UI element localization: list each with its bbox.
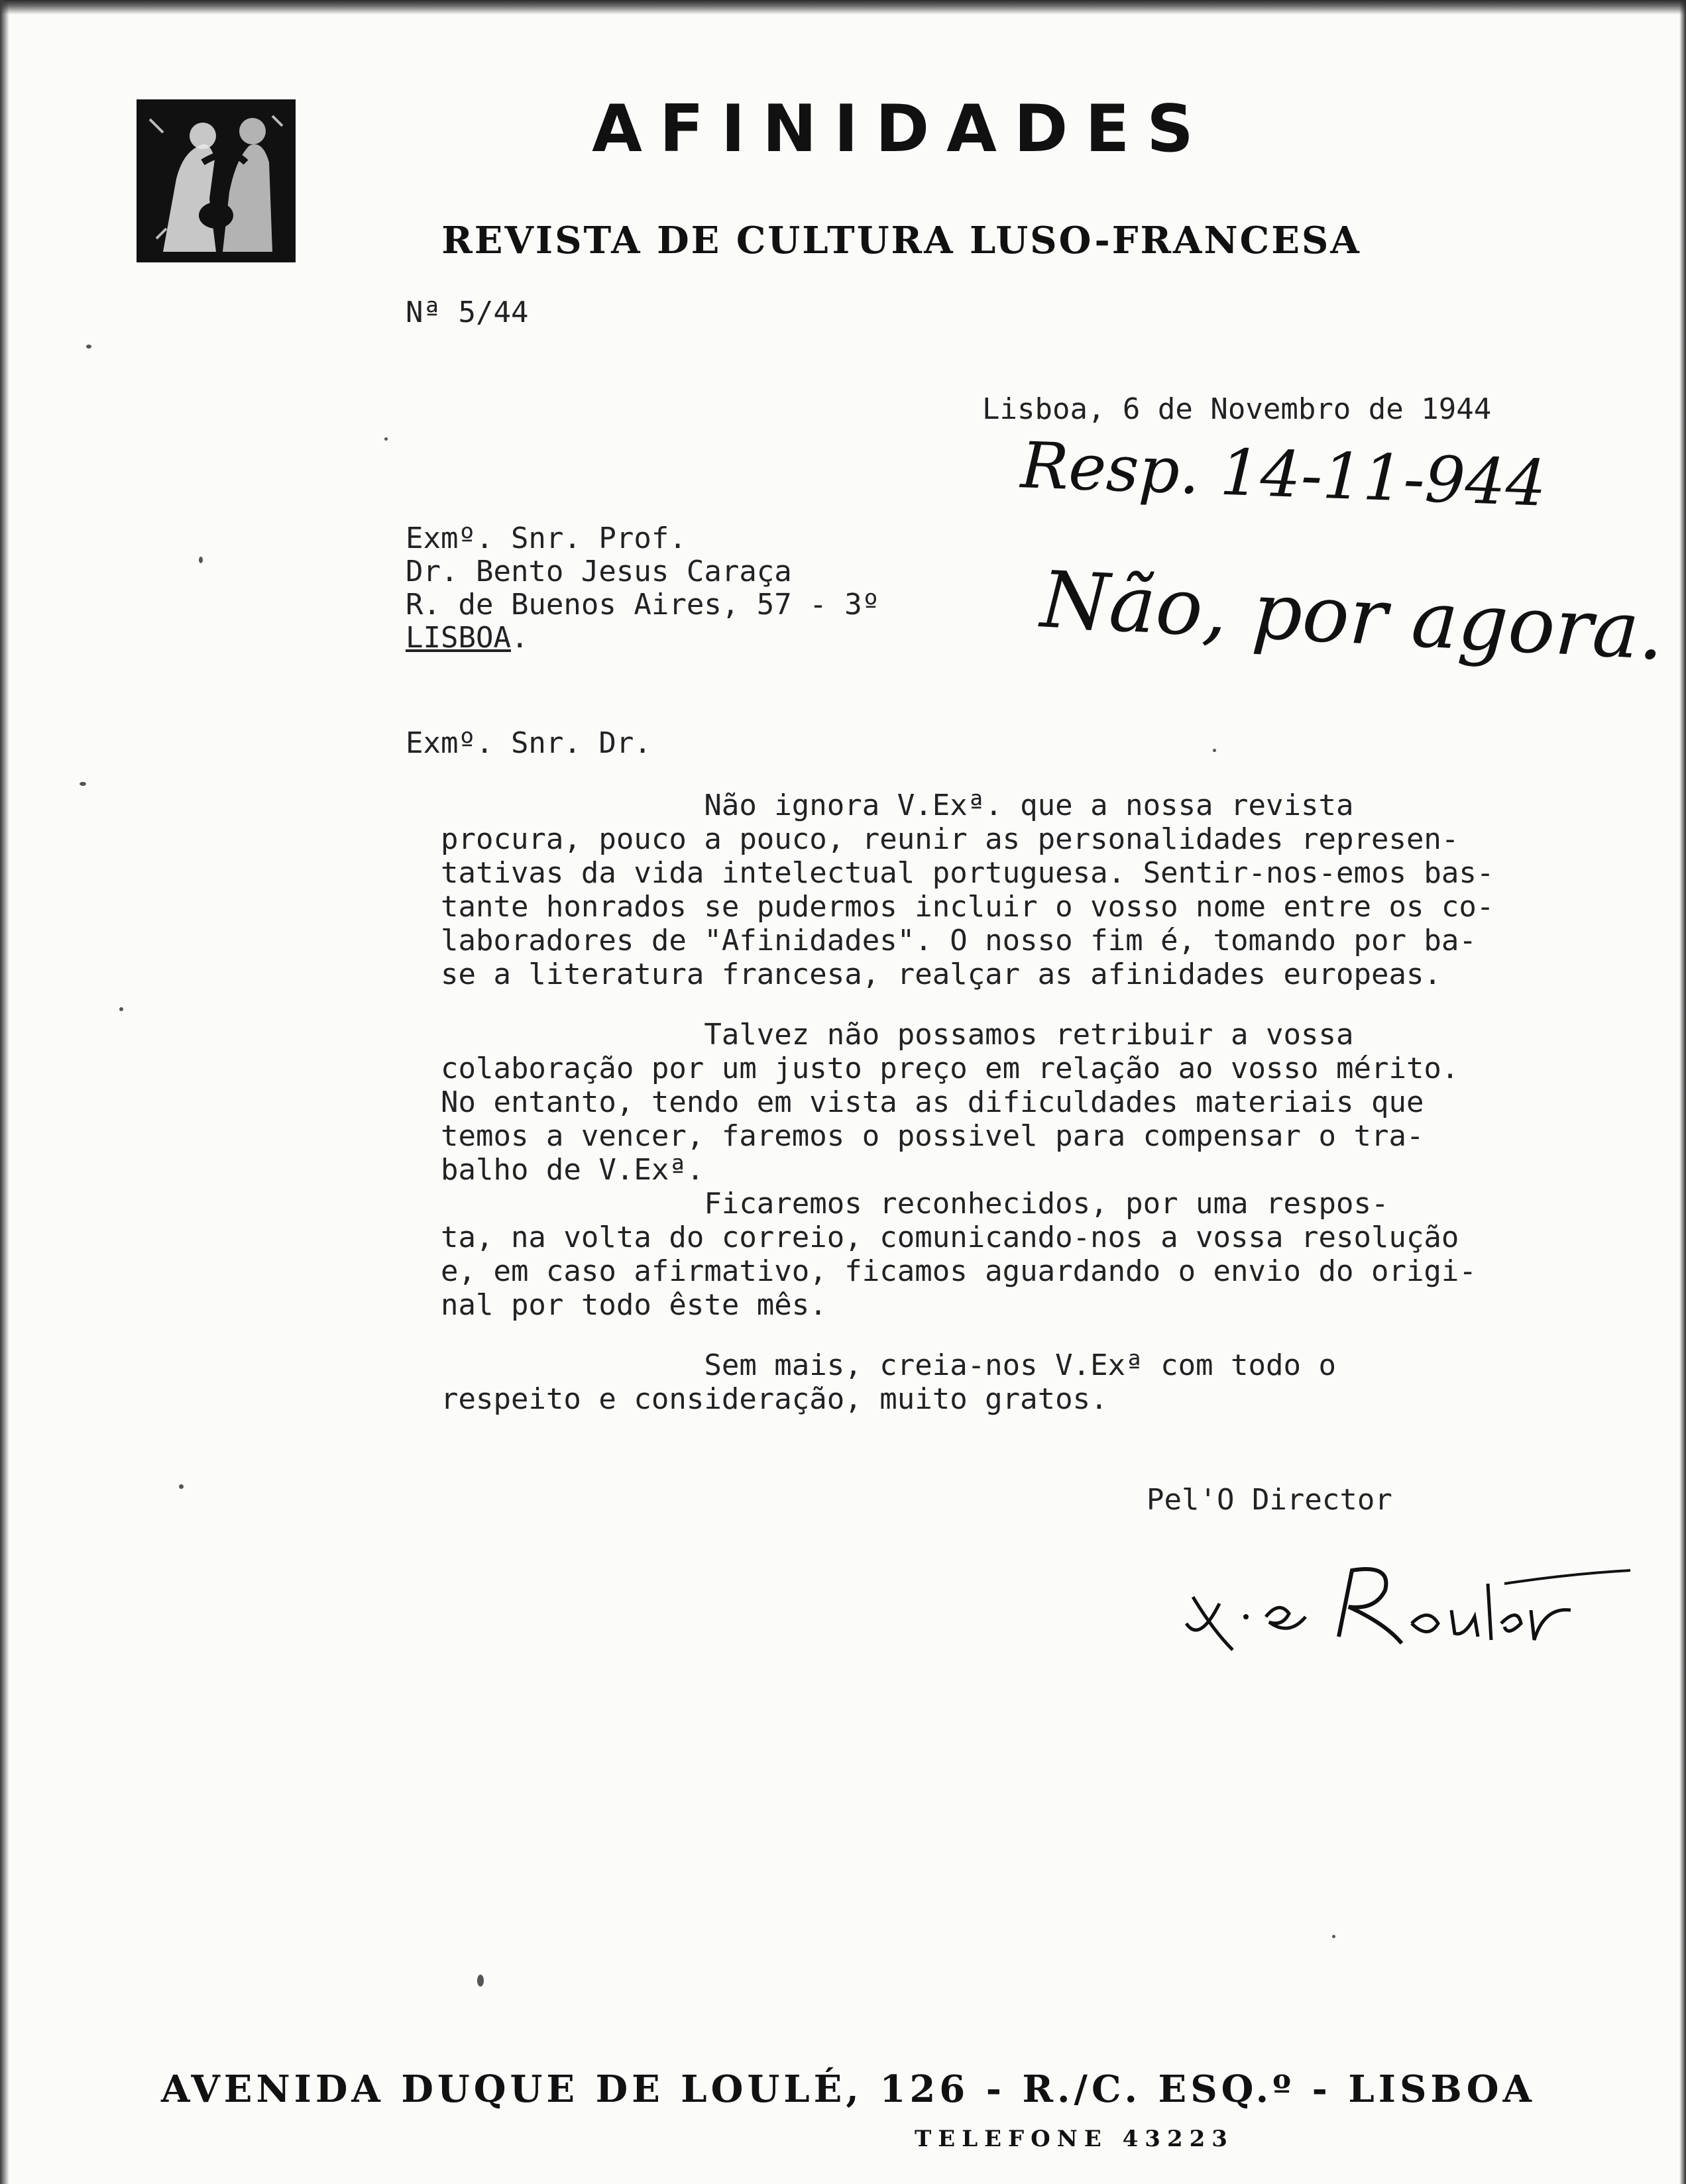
body-line: ta, na volta do correio, comunicando-nos a vossa resolução — [406, 1221, 1459, 1254]
recipient-city-punct: . — [510, 621, 529, 655]
body-line: tante honrados se pudermos incluir o vosso nome entre os co- — [406, 890, 1494, 924]
masthead-title: AFINIDADES — [592, 91, 1211, 167]
body-line: balho de V.Exª. — [406, 1153, 704, 1187]
body-line: respeito e consideração, muito gratos. — [406, 1382, 1108, 1416]
body-line: Sem mais, creia-nos V.Exª com todo o — [406, 1348, 1336, 1382]
recipient-line: R. de Buenos Aires, 57 - 3º — [406, 588, 880, 622]
woodcut-figures-icon — [137, 99, 296, 262]
closing-line: Pel'O Director — [1147, 1483, 1392, 1517]
masthead-logo — [137, 99, 296, 262]
salutation: Exmº. Snr. Dr. — [406, 726, 651, 760]
scan-left-edge — [0, 0, 9, 2184]
body-line: laboradores de "Afinidades". O nosso fim é, tomando por ba- — [406, 924, 1477, 957]
paragraph — [406, 789, 1612, 991]
footer-phone: TELEFONE 43223 — [915, 2126, 1234, 2152]
body-line: temos a vencer, faremos o possivel para compensar o tra- — [406, 1119, 1424, 1153]
director-signature — [1173, 1544, 1637, 1663]
scan-right-edge — [1679, 0, 1686, 2184]
body-line: No entanto, tendo em vista as dificuldades materiais que — [406, 1085, 1424, 1119]
signature-icon — [1173, 1544, 1637, 1663]
paragraph — [406, 1348, 1612, 1416]
paragraph — [406, 1187, 1612, 1322]
paragraph — [406, 1018, 1612, 1187]
body-line: e, em caso afirmativo, ficamos aguardando o envio do origi- — [406, 1254, 1477, 1288]
recipient-line: Dr. Bento Jesus Caraça — [406, 555, 792, 588]
recipient-city-line — [406, 622, 879, 655]
letter-body — [406, 789, 1612, 1416]
body-line: Ficaremos reconhecidos, por uma respos- — [406, 1187, 1389, 1221]
recipient-city: LISBOA — [406, 621, 511, 655]
masthead-subtitle: REVISTA DE CULTURA LUSO-FRANCESA — [441, 219, 1361, 262]
footer-address: AVENIDA DUQUE DE LOULÉ, 126 - R./C. ESQ.º - LISBOA — [160, 2067, 1536, 2111]
body-line: procura, pouco a pouco, reunir as personalidades represen- — [406, 822, 1459, 856]
recipient-line: Exmº. Snr. Prof. — [406, 521, 687, 555]
body-line: Não ignora V.Exª. que a nossa revista — [406, 789, 1354, 822]
letter-date: Lisboa, 6 de Novembro de 1944 — [982, 392, 1492, 426]
body-line: colaboração por um justo preço em relação ao vosso mérito. — [406, 1052, 1459, 1085]
recipient-address — [406, 522, 879, 655]
handwritten-reply-note: Não, por agora. — [1039, 553, 1667, 678]
body-line: nal por todo êste mês. — [406, 1288, 827, 1322]
handwritten-reply-date: Resp. 14-11-944 — [1019, 428, 1547, 521]
reference-number: Nª 5/44 — [406, 296, 529, 329]
body-line: tativas da vida intelectual portuguesa. Sentir-nos-emos bas- — [406, 856, 1494, 890]
scan-top-edge — [0, 0, 1686, 15]
body-line: Talvez não possamos retribuir a vossa — [406, 1018, 1354, 1052]
body-line: se a literatura francesa, realçar as afinidades europeas. — [406, 957, 1441, 991]
